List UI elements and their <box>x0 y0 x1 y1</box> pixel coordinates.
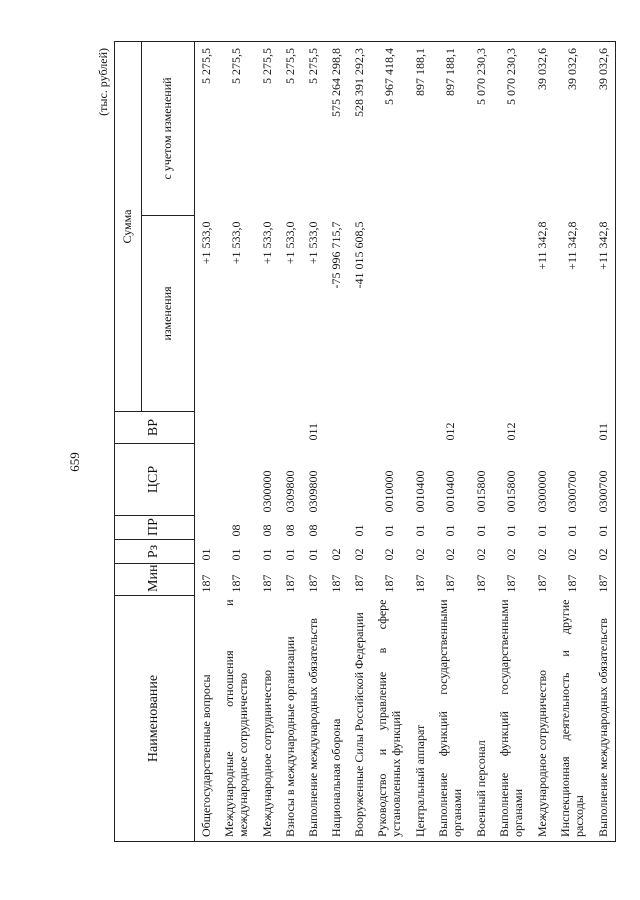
row-change: +11 342,8 <box>592 216 616 412</box>
table-row <box>470 41 493 841</box>
row-csr <box>195 444 219 516</box>
table-header-row <box>115 41 142 841</box>
row-change: +1 533,0 <box>229 221 244 265</box>
row-csr: 0010400 <box>443 470 458 513</box>
row-csr: 0309800 <box>282 470 297 513</box>
header-csr: ЦСР <box>115 444 195 516</box>
row-rz: 02 <box>382 548 397 561</box>
row-pr <box>325 516 348 540</box>
row-name: Инспекционная деятельность и другие расходы <box>554 596 592 842</box>
row-rz: 01 <box>305 548 320 561</box>
row-change: -75 996 715,7 <box>328 221 343 289</box>
header-rz: Рз <box>115 540 195 564</box>
row-vr <box>531 412 554 444</box>
row-name: Выполнение международных обязательств <box>592 596 616 842</box>
row-rz: 02 <box>443 548 458 561</box>
row-min: 187 <box>282 574 297 593</box>
row-pr: 01 <box>565 524 580 537</box>
row-min: 187 <box>259 574 274 593</box>
row-rz: 02 <box>592 540 616 564</box>
row-change: +1 533,0 <box>305 221 320 265</box>
row-name: Военный персонал <box>470 596 493 842</box>
row-min: 187 <box>382 574 397 593</box>
row-pr: 01 <box>412 524 427 537</box>
row-min: 187 <box>198 574 213 593</box>
header-change: изменения <box>142 216 195 412</box>
row-total: 5 275,5 <box>218 41 256 215</box>
row-min: 187 <box>351 574 366 593</box>
row-total: 39 032,6 <box>531 41 554 215</box>
row-rz: 02 <box>328 548 343 561</box>
row-csr: 0015800 <box>473 470 488 513</box>
row-min: 187 <box>592 564 616 596</box>
row-total: 897 188,1 <box>432 41 470 215</box>
row-csr: 0300000 <box>259 470 274 513</box>
row-name: Национальная оборона <box>325 596 348 842</box>
rotated-page-content <box>96 42 610 842</box>
header-sum: Сумма <box>115 41 142 411</box>
row-vr <box>325 412 348 444</box>
row-total: 39 032,6 <box>592 41 616 215</box>
row-csr: 0015800 <box>504 470 519 513</box>
table-row <box>493 41 531 841</box>
row-name: Международные отношения и международное сотрудничество <box>218 596 256 842</box>
units-label: (тыс. рублей) <box>96 48 110 116</box>
row-csr: 0300000 <box>534 470 549 513</box>
row-pr: 01 <box>473 524 488 537</box>
row-min: 187 <box>473 574 488 593</box>
row-csr: 0309800 <box>305 470 320 513</box>
table-row <box>371 41 409 841</box>
header-name: Наименование <box>115 596 195 842</box>
header-pr: ПР <box>115 516 195 540</box>
row-csr <box>218 444 256 516</box>
row-vr <box>554 412 592 444</box>
row-vr <box>470 412 493 444</box>
row-name: Общегосударственные вопросы <box>195 596 219 842</box>
row-min: 187 <box>328 574 343 593</box>
row-pr: 01 <box>504 524 519 537</box>
row-total: 575 264 298,8 <box>325 41 348 215</box>
row-total: 5 275,5 <box>195 41 219 215</box>
table-row <box>218 41 256 841</box>
row-pr: 01 <box>592 516 616 540</box>
row-vr <box>348 412 371 444</box>
table-row <box>302 41 325 841</box>
row-pr: 08 <box>229 524 244 537</box>
row-change: +11 342,8 <box>565 221 580 270</box>
table-row <box>195 41 219 841</box>
row-vr: 012 <box>443 422 458 441</box>
row-total: 5 275,5 <box>256 41 279 215</box>
row-change <box>432 216 470 412</box>
header-min: Мин <box>115 564 195 596</box>
row-total: 897 188,1 <box>409 41 432 215</box>
row-csr <box>325 444 348 516</box>
row-total: 5 275,5 <box>279 41 302 215</box>
row-name: Центральный аппарат <box>409 596 432 842</box>
row-vr <box>218 412 256 444</box>
row-name: Вооруженные Силы Российской Федерации <box>348 596 371 842</box>
row-csr: 0300700 <box>592 444 616 516</box>
row-total: 5 967 418,4 <box>371 41 409 215</box>
table-row <box>325 41 348 841</box>
header-vr: ВР <box>115 412 195 444</box>
row-min: 187 <box>412 574 427 593</box>
budget-table <box>114 41 616 842</box>
header-with-change: с учетом изменений <box>142 41 195 215</box>
table-row <box>592 41 616 841</box>
row-csr: 0010400 <box>412 470 427 513</box>
row-change: +1 533,0 <box>198 221 213 265</box>
table-body <box>195 41 616 841</box>
row-rz: 01 <box>282 548 297 561</box>
row-rz: 02 <box>473 548 488 561</box>
row-name: Международное сотрудничество <box>256 596 279 842</box>
row-total: 39 032,6 <box>554 41 592 215</box>
table-row <box>348 41 371 841</box>
row-total: 5 070 230,3 <box>493 41 531 215</box>
table-row <box>432 41 470 841</box>
table-row <box>554 41 592 841</box>
row-pr: 08 <box>305 524 320 537</box>
row-pr: 01 <box>443 524 458 537</box>
row-pr: 01 <box>534 524 549 537</box>
row-rz: 01 <box>198 548 213 561</box>
row-min: 187 <box>534 574 549 593</box>
row-change <box>493 216 531 412</box>
row-min: 187 <box>443 574 458 593</box>
row-vr: 012 <box>504 422 519 441</box>
row-total: 5 275,5 <box>302 41 325 215</box>
row-name: Международное сотрудничество <box>531 596 554 842</box>
row-pr: 01 <box>382 524 397 537</box>
row-name: Выполнение международных обязательств <box>302 596 325 842</box>
table-row <box>279 41 302 841</box>
row-change <box>470 216 493 412</box>
row-rz: 01 <box>229 548 244 561</box>
row-total: 528 391 292,3 <box>348 41 371 215</box>
row-vr <box>371 412 409 444</box>
row-pr: 08 <box>282 524 297 537</box>
row-min: 187 <box>229 574 244 593</box>
row-vr <box>256 412 279 444</box>
row-pr <box>195 516 219 540</box>
row-vr <box>409 412 432 444</box>
row-vr <box>279 412 302 444</box>
row-change: -41 015 608,5 <box>351 221 366 289</box>
row-pr: 01 <box>351 524 366 537</box>
row-csr: 0010000 <box>382 470 397 513</box>
row-csr: 0300700 <box>565 470 580 513</box>
row-vr: 011 <box>592 412 616 444</box>
table-row <box>256 41 279 841</box>
row-change: +11 342,8 <box>534 221 549 270</box>
row-name: Взносы в международные организации <box>279 596 302 842</box>
row-rz: 01 <box>259 548 274 561</box>
row-rz: 02 <box>534 548 549 561</box>
row-rz: 02 <box>565 548 580 561</box>
row-min: 187 <box>305 574 320 593</box>
row-rz: 02 <box>351 548 366 561</box>
table-row <box>531 41 554 841</box>
row-total: 5 070 230,3 <box>470 41 493 215</box>
row-vr <box>195 412 219 444</box>
row-vr: 011 <box>305 422 320 441</box>
row-name: Выполнение функций государственными органами <box>493 596 531 842</box>
row-change <box>409 216 432 412</box>
row-change: +1 533,0 <box>259 221 274 265</box>
row-pr: 08 <box>259 524 274 537</box>
row-csr <box>348 444 371 516</box>
row-change <box>371 216 409 412</box>
row-rz: 02 <box>504 548 519 561</box>
row-rz: 02 <box>412 548 427 561</box>
row-name: Выполнение функций государственными органами <box>432 596 470 842</box>
page-number: 659 <box>67 452 82 472</box>
row-name: Руководство и управление в сфере установленных функций <box>371 596 409 842</box>
table-row <box>409 41 432 841</box>
row-change: +1 533,0 <box>282 221 297 265</box>
row-min: 187 <box>504 574 519 593</box>
row-min: 187 <box>565 574 580 593</box>
